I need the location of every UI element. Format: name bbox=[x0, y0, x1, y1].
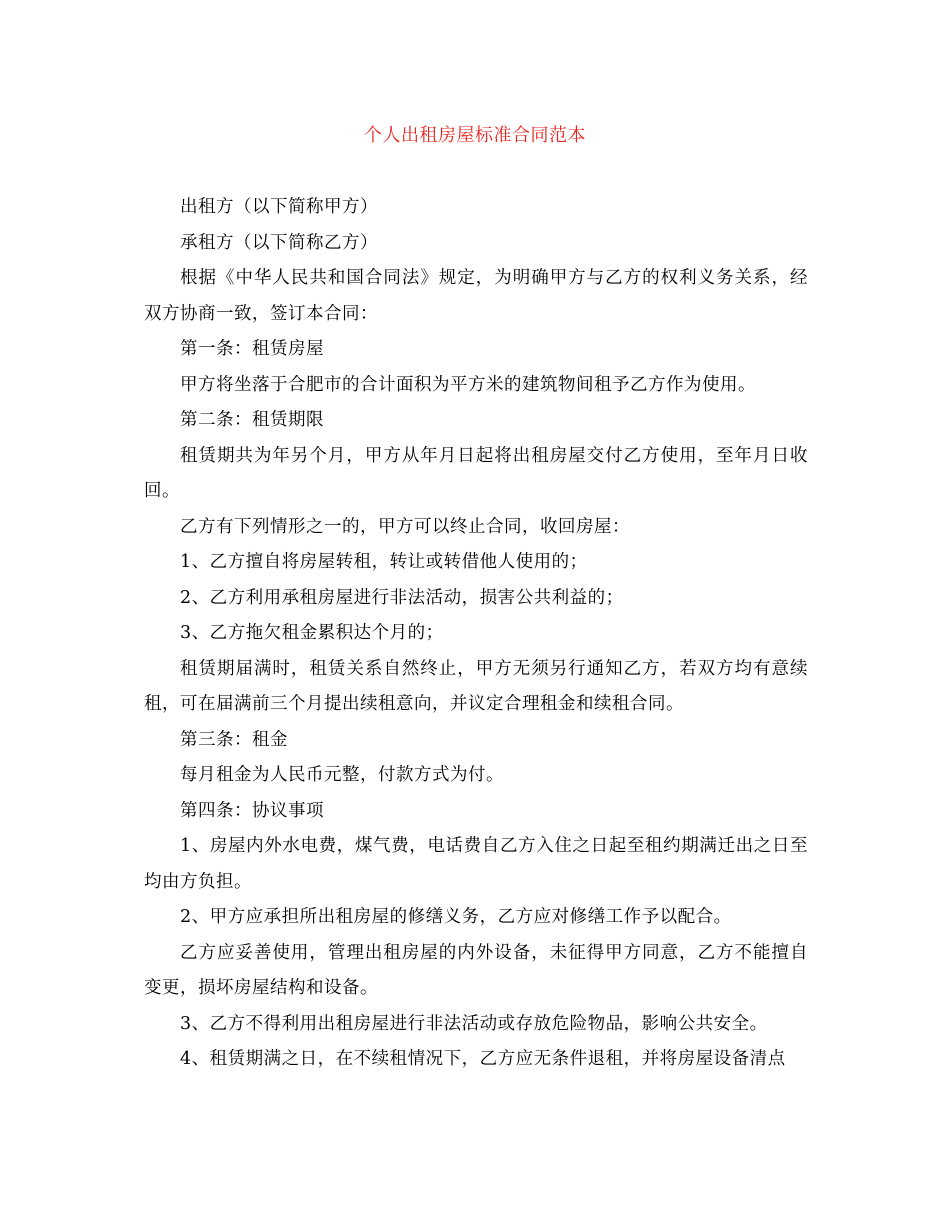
list-item: 2、乙方利用承租房屋进行非法活动，损害公共利益的； bbox=[180, 587, 624, 608]
paragraph: 租赁期届满时，租赁关系自然终止，甲方无须另行通知乙方，若双方均有意续租，可在届满前三个月提出续租意向，并议定合理租金和续租合同。 bbox=[144, 658, 808, 714]
paragraph: 甲方将坐落于合肥市的合计面积为平方米的建筑物间租予乙方作为使用。 bbox=[180, 374, 756, 395]
list-item: 3、乙方拖欠租金累积达个月的； bbox=[180, 623, 444, 643]
paragraph: 乙方有下列情形之一的，甲方可以终止合同，收回房屋： bbox=[180, 516, 630, 537]
section-heading: 第一条：租赁房屋 bbox=[180, 339, 324, 359]
list-item: 4、租赁期满之日，在不续租情况下，乙方应无条件退租，并将房屋设备清点 bbox=[180, 1049, 786, 1069]
document-body bbox=[144, 190, 808, 1078]
paragraph: 承租方（以下简称乙方） bbox=[180, 232, 378, 253]
list-item: 2、甲方应承担所出租房屋的修缮义务，乙方应对修缮工作予以配合。 bbox=[180, 907, 732, 927]
section-heading: 第二条：租赁期限 bbox=[180, 410, 324, 430]
list-item: 1、房屋内外水电费，煤气费，电话费自乙方入住之日起至租约期满迁出之日至均由方负担。 bbox=[144, 836, 808, 892]
document-title: 个人出租房屋标准合同范本 bbox=[364, 125, 586, 146]
paragraph: 租赁期共为年另个月，甲方从年月日起将出租房屋交付乙方使用，至年月日收回。 bbox=[144, 445, 808, 501]
paragraph: 根据《中华人民共和国合同法》规定，为明确甲方与乙方的权利义务关系，经双方协商一致，签订本合同： bbox=[144, 268, 808, 324]
paragraph: 乙方应妥善使用，管理出租房屋的内外设备，未征得甲方同意，乙方不能擅自变更，损坏房屋结构和设备。 bbox=[144, 942, 808, 998]
list-item: 3、乙方不得利用出租房屋进行非法活动或存放危险物品，影响公共安全。 bbox=[180, 1013, 768, 1034]
paragraph: 每月租金为人民币元整，付款方式为付。 bbox=[180, 765, 504, 785]
paragraph: 出租方（以下简称甲方） bbox=[180, 197, 378, 217]
list-item: 1、乙方擅自将房屋转租，转让或转借他人使用的； bbox=[180, 552, 588, 572]
section-heading: 第三条：租金 bbox=[180, 729, 288, 750]
section-heading: 第四条：协议事项 bbox=[180, 800, 324, 821]
